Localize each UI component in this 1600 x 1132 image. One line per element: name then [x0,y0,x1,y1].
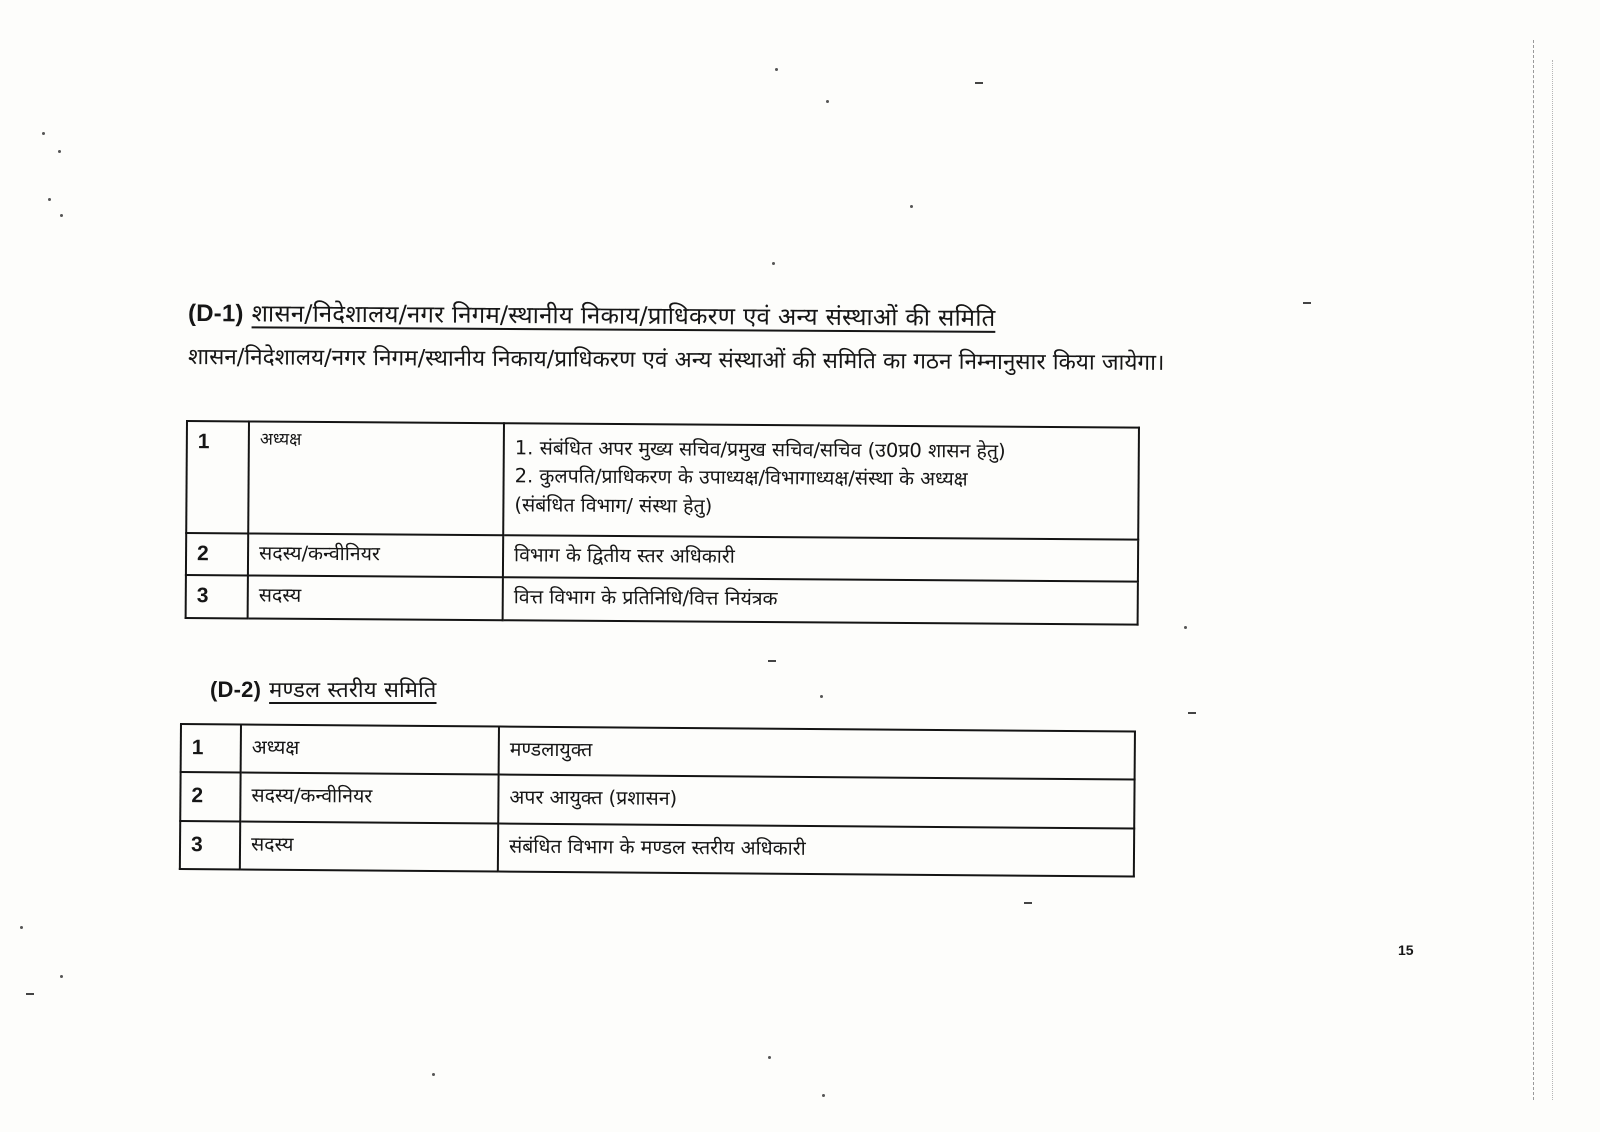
row-number: 2 [180,772,240,821]
table-row [181,724,1135,780]
scan-speck [910,205,913,208]
intro-paragraph: शासन/निदेशालय/नगर निगम/स्थानीय निकाय/प्राधिकरण एवं अन्य संस्थाओं की समिति का गठन निम्नानुसार किया जायेगा। [187,344,1165,376]
page-number: 15 [1398,942,1414,958]
scan-speck [58,150,61,153]
member-line: 2. कुलपति/प्राधिकरण के उपाध्यक्ष/विभागाध्यक्ष/संस्था के अध्यक्ष [514,464,968,491]
role-cell: सदस्य [248,576,503,620]
member-line: (संबंधित विभाग/ संस्था हेतु) [514,492,713,518]
member-cell: विभाग के द्वितीय स्तर अधिकारी [503,535,1138,582]
role-cell: सदस्य [240,821,498,871]
scan-speck [1184,626,1187,629]
scan-speck [820,695,823,698]
role-cell: अध्यक्ष [241,724,499,774]
scan-speck [1024,902,1032,904]
role-cell: अध्यक्ष [248,421,504,535]
role-cell: सदस्य/कन्वीनियर [240,773,498,823]
scan-speck [775,68,778,71]
committee-table-d1 [185,420,1140,626]
section-heading-d2 [210,674,437,704]
member-cell: मण्डलायुक्त [499,727,1135,780]
scan-speck [822,1094,825,1097]
member-cell [503,423,1139,539]
table-row [186,575,1138,624]
table-row [180,821,1134,877]
section-code: (D-2) [210,677,262,702]
scan-speck [1188,712,1196,714]
section-title: शासन/निदेशालय/नगर निगम/स्थानीय निकाय/प्राधिकरण एवं अन्य संस्थाओं की समिति [251,299,996,332]
row-number: 1 [186,421,249,533]
scan-margin-line [1533,40,1534,1100]
row-number: 2 [186,533,248,576]
scan-speck [20,926,23,929]
scan-speck [26,993,34,995]
table-row [186,421,1139,540]
member-cell: वित्त विभाग के प्रतिनिधि/वित्त नियंत्रक [503,578,1138,625]
scan-speck [48,198,51,201]
committee-table-d2 [179,723,1136,878]
scan-speck [60,975,63,978]
scan-speck [768,1056,771,1059]
scan-speck [772,262,775,265]
row-number: 3 [180,821,240,870]
scan-speck [60,214,63,217]
member-cell: संबंधित विभाग के मण्डल स्तरीय अधिकारी [498,823,1134,876]
row-number: 3 [186,575,248,618]
section-heading-d1 [188,296,996,334]
scan-speck [432,1073,435,1076]
table-row [180,772,1134,828]
scan-margin-line [1552,60,1553,1100]
scan-speck [1303,302,1311,304]
scan-speck [768,660,776,662]
member-line: 1. संबंधित अपर मुख्य सचिव/प्रमुख सचिव/सचिव (उ0प्र0 शासन हेतु) [514,436,1006,463]
row-number: 1 [181,724,241,773]
scan-speck [42,132,45,135]
member-cell: अपर आयुक्त (प्रशासन) [498,775,1134,828]
scan-speck [826,100,829,103]
section-code: (D-1) [187,300,244,328]
table-row [186,533,1138,582]
section-title: मण्डल स्तरीय समिति [269,678,437,703]
scan-speck [975,82,983,84]
role-cell: सदस्य/कन्वीनियर [248,533,503,577]
